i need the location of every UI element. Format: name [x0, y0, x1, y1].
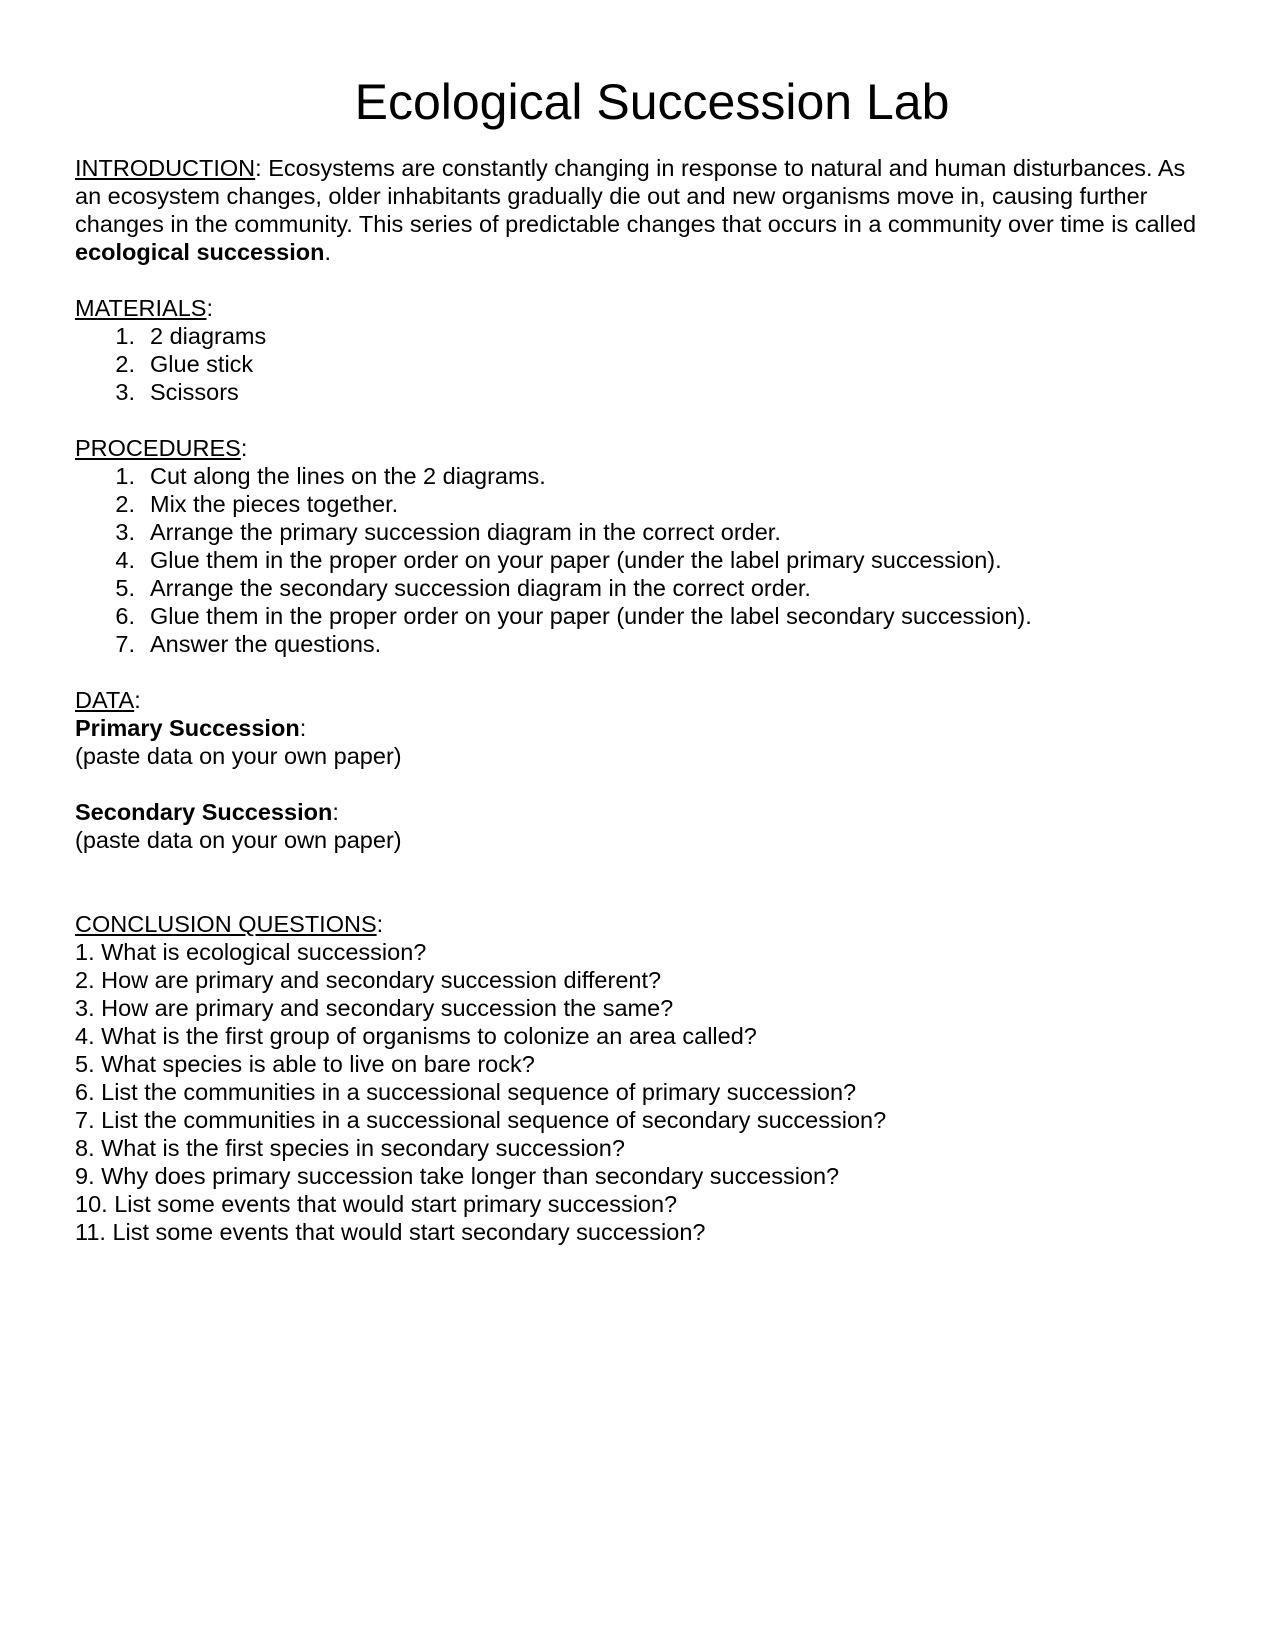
list-item-text: Mix the pieces together. — [150, 491, 399, 517]
introduction-text-end: . — [324, 239, 332, 265]
list-item-text: Arrange the secondary succession diagram in the correct order. — [150, 575, 811, 601]
list-item-number: 7. — [115, 631, 135, 657]
page-title: Ecological Succession Lab — [354, 74, 950, 130]
list-item: 7. List the communities in a successional sequence of secondary succession? — [75, 1107, 887, 1133]
primary-succession-label: Primary Succession — [75, 715, 300, 741]
spacer — [75, 854, 1205, 910]
conclusion-heading-line: CONCLUSION QUESTIONS: — [75, 911, 384, 937]
list-item-text: Glue them in the proper order on your paper (under the label secondary succession). — [150, 603, 1032, 629]
materials-heading-line: MATERIALS: — [75, 295, 213, 321]
list-item — [75, 350, 1205, 378]
list-item-number: 1. — [115, 463, 135, 489]
list-item — [75, 630, 1205, 658]
list-item — [75, 546, 1205, 574]
list-item-number: 1. — [115, 323, 135, 349]
list-item-text: 2 diagrams — [150, 323, 267, 349]
introduction-heading: INTRODUCTION — [75, 155, 256, 181]
introduction-text: Ecosystems are constantly changing in response to natural and human disturbances. As an ecosystem changes, older inhabitants gradually die out and new organisms move in, causing further changes in the community. This series of predictable changes that occurs in a community over time is called — [75, 155, 1197, 237]
list-item: 6. List the communities in a successional sequence of primary succession? — [75, 1079, 857, 1105]
spacer — [75, 658, 1205, 686]
list-item-number: 3. — [115, 519, 135, 545]
list-item: 9. Why does primary succession take longer than secondary succession? — [75, 1163, 840, 1189]
list-item-number: 2. — [115, 351, 135, 377]
list-item-text: Glue stick — [150, 351, 254, 377]
list-item: 11. List some events that would start secondary succession? — [75, 1219, 706, 1245]
list-item: 10. List some events that would start primary succession? — [75, 1191, 678, 1217]
list-item-text: Scissors — [150, 379, 239, 405]
data-heading-line: DATA: — [75, 687, 141, 713]
conclusion-section — [75, 910, 1205, 1246]
list-item-text: Arrange the primary succession diagram in the correct order. — [150, 519, 781, 545]
list-item: 2. How are primary and secondary succession different? — [75, 967, 662, 993]
list-item-number: 6. — [115, 603, 135, 629]
materials-section — [75, 294, 1205, 406]
materials-heading: MATERIALS — [75, 295, 207, 321]
conclusion-heading: CONCLUSION QUESTIONS — [75, 911, 377, 937]
data-heading: DATA — [75, 687, 135, 713]
list-item-text: Cut along the lines on the 2 diagrams. — [150, 463, 546, 489]
conclusion-questions-list — [75, 938, 1205, 1246]
list-item-text: Glue them in the proper order on your paper (under the label primary succession). — [150, 547, 1002, 573]
list-item: 1. What is ecological succession? — [75, 939, 427, 965]
spacer — [75, 770, 1205, 798]
list-item — [75, 518, 1205, 546]
document-page — [75, 72, 1205, 1246]
data-section — [75, 686, 1205, 854]
list-item: 5. What species is able to live on bare rock? — [75, 1051, 535, 1077]
introduction-paragraph: INTRODUCTION: Ecosystems are constantly changing in response to natural and human disturbances. As an ecosystem changes, older inhabitants gradually die out and new organisms move in, causing further changes in the community. This series of predictable changes that occurs in a community over time is called ecological succession. — [75, 155, 1197, 265]
list-item — [75, 490, 1205, 518]
list-item — [75, 602, 1205, 630]
list-item-number: 5. — [115, 575, 135, 601]
list-item-text: Answer the questions. — [150, 631, 382, 657]
procedures-list — [75, 462, 1205, 658]
secondary-succession-label-line: Secondary Succession: — [75, 799, 339, 825]
primary-succession-label-line: Primary Succession: — [75, 715, 307, 741]
list-item: 8. What is the first species in secondary succession? — [75, 1135, 625, 1161]
spacer — [75, 406, 1205, 434]
list-item — [75, 378, 1205, 406]
introduction-bold-term: ecological succession — [75, 239, 325, 265]
list-item — [75, 462, 1205, 490]
list-item-number: 2. — [115, 491, 135, 517]
list-item — [75, 574, 1205, 602]
secondary-succession-note: (paste data on your own paper) — [75, 827, 402, 853]
materials-list — [75, 322, 1205, 406]
spacer — [75, 266, 1205, 294]
list-item: 3. How are primary and secondary succession the same? — [75, 995, 674, 1021]
list-item — [75, 322, 1205, 350]
procedures-heading-line: PROCEDURES: — [75, 435, 248, 461]
procedures-section — [75, 434, 1205, 658]
list-item: 4. What is the first group of organisms to colonize an area called? — [75, 1023, 757, 1049]
procedures-heading: PROCEDURES — [75, 435, 241, 461]
secondary-succession-label: Secondary Succession — [75, 799, 333, 825]
list-item-number: 3. — [115, 379, 135, 405]
primary-succession-note: (paste data on your own paper) — [75, 743, 402, 769]
list-item-number: 4. — [115, 547, 135, 573]
